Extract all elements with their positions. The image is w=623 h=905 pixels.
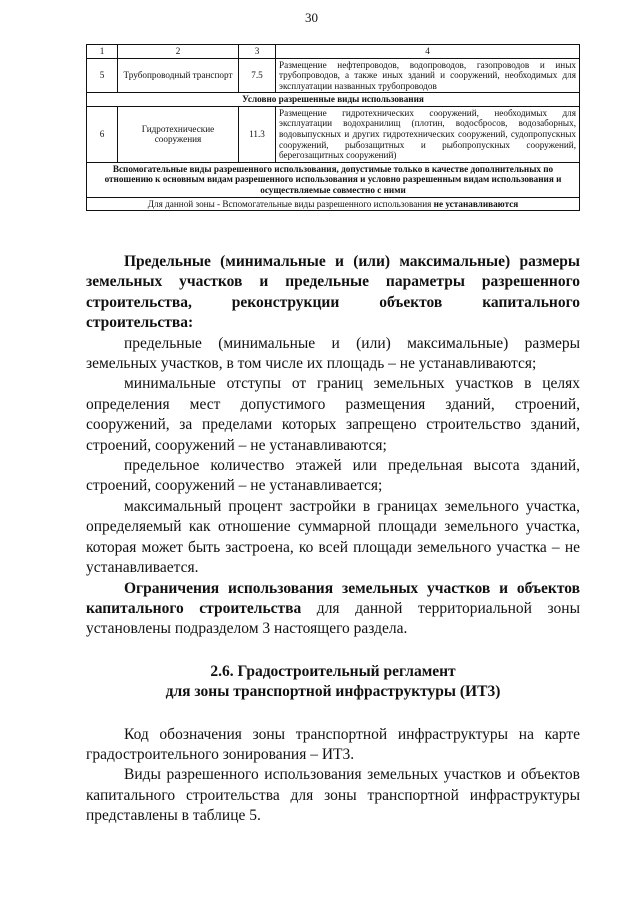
auxiliary-uses-title: Вспомогательные виды разрешенного использования, допустимые только в качестве дополнительных по отношению к основным видам разрешенного использования и условно разрешенным видам использования и осуществляемые совместно с ними	[87, 162, 580, 197]
paragraph: предельное количество этажей или предельная высота зданий, строений, сооружений – не устанавливается;	[86, 457, 580, 495]
table-header-cell: 4	[276, 45, 580, 59]
use-type-description: Размещение гидротехнических сооружений, необходимых для эксплуатации водохранилищ (плотин, водосбросов, водозаборных, водовыпускных и других гидротехнических сооружений, судопропускных сооружений, рыбозащитных и рыбопропускных сооружений, берегозащитных сооружений)	[276, 106, 580, 162]
auxiliary-uses-note	[87, 197, 580, 211]
row-number: 6	[87, 106, 118, 162]
restrictions-paragraph	[86, 579, 580, 640]
paragraph: Код обозначения зоны транспортной инфраструктуры на карте градостроительного зонирования – ИТ3.	[86, 725, 580, 763]
section-row	[87, 197, 580, 211]
paragraph: предельные (минимальные и (или) максимальные) размеры земельных участков, в том числе их площадь – не устанавливаются;	[86, 334, 580, 373]
table-row	[87, 58, 580, 93]
conditional-uses-title: Условно разрешенные виды использования	[87, 93, 580, 107]
paragraph: Виды разрешенного использования земельных участков и объектов капитального строительства для зоны транспортной инфраструктуры представлены в таблице 5.	[86, 766, 580, 825]
section-title: 2.6. Градостроительный регламент	[210, 662, 456, 680]
paragraph: максимальный процент застройки в границах земельного участка, определяемый как отношение суммарной площади земельного участка, которая может быть застроена, ко всей площади земельного участка – не устанавливается.	[86, 497, 580, 577]
use-type-code: 11.3	[239, 106, 276, 162]
table-header-cell: 1	[87, 45, 118, 59]
use-type-code: 7.5	[239, 58, 276, 93]
restrictions-bold: Ограничения использования земельных участков и объектов капитального строительства	[86, 579, 580, 617]
table-header-cell: 2	[118, 45, 239, 59]
section-row	[87, 93, 580, 107]
use-type-name: Трубопроводный транспорт	[118, 58, 239, 93]
auxiliary-note-text: Для данной зоны - Вспомогательные виды разрешенного использования	[147, 198, 432, 209]
use-type-description: Размещение нефтепроводов, водопроводов, газопроводов и иных трубопроводов, а также иных зданий и сооружений, необходимых для эксплуатации названных трубопроводов	[276, 58, 580, 93]
row-number: 5	[87, 58, 118, 93]
limits-heading: Предельные (минимальные и (или) максимальные) размеры земельных участков и предельные параметры разрешенного строительства, реконструкции объектов капитального строительства:	[86, 253, 580, 332]
use-type-name: Гидротехнические сооружения	[118, 106, 239, 162]
auxiliary-note-status: не устанавливаются	[433, 198, 519, 209]
table-header-cell: 3	[239, 45, 276, 59]
paragraph: минимальные отступы от границ земельных участков в целях определения мест допустимого размещения зданий, строений, сооружений, за пределами которых запрещено строительство зданий, строений, сооружений – не устанавливаются;	[86, 375, 580, 454]
table-row	[87, 106, 580, 162]
restrictions-rest: для данной территориальной зоны установлены подразделом 3 настоящего раздела.	[86, 599, 580, 638]
section-row	[87, 162, 580, 197]
section-subtitle: для зоны транспортной инфраструктуры (ИТ3)	[165, 683, 501, 701]
page-number: 30	[305, 10, 318, 25]
document-body	[86, 252, 580, 827]
table-header-row	[87, 45, 580, 59]
land-use-table	[86, 44, 580, 211]
